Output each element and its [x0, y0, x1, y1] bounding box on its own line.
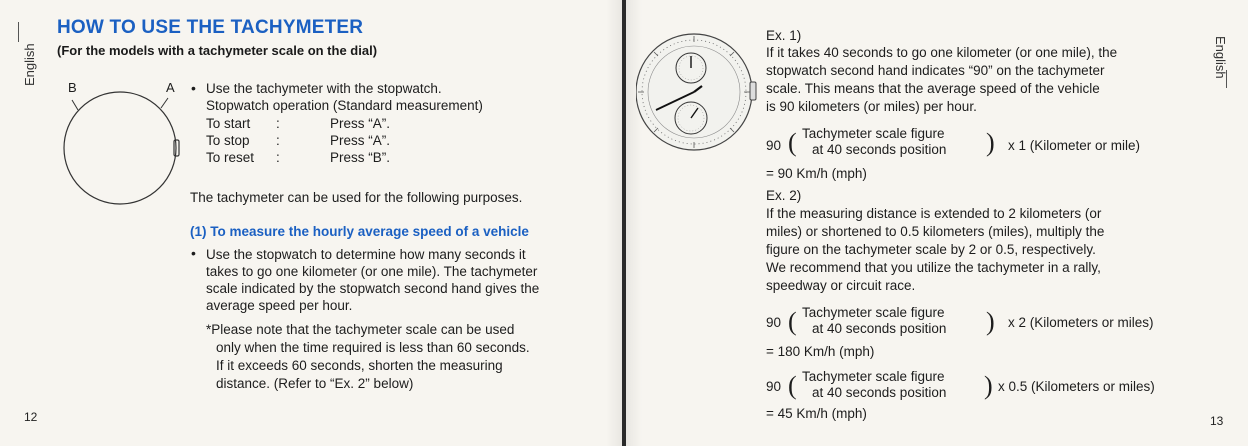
- example-2-heading: Ex. 2): [766, 188, 802, 203]
- example-2-line: figure on the tachymeter scale by 2 or 0.5, respectively.: [766, 242, 1096, 257]
- example-1-heading: Ex. 1): [766, 28, 802, 43]
- section-heading: (1) To measure the hourly average speed of a vehicle: [190, 224, 529, 239]
- operation-label: To start: [206, 116, 251, 131]
- example-1-line: stopwatch second hand indicates “90” on the tachymeter: [766, 63, 1105, 78]
- language-label-left: English: [22, 43, 37, 86]
- language-label-right: English: [1213, 36, 1228, 79]
- gutter-shadow-left: [606, 0, 622, 446]
- note-line: distance. (Refer to “Ex. 2” below): [216, 376, 414, 391]
- language-tab-rule-left: [18, 22, 19, 42]
- formula-value: 90: [766, 138, 782, 153]
- open-paren: (: [788, 307, 797, 336]
- result-2: = 180 Km/h (mph): [766, 344, 875, 359]
- example-2-line: miles) or shortened to 0.5 kilometers (miles), multiply the: [766, 224, 1105, 239]
- close-paren: ): [986, 307, 995, 336]
- note-line: only when the time required is less than 60 seconds.: [216, 340, 530, 355]
- example-1-line: is 90 kilometers (or miles) per hour.: [766, 99, 977, 114]
- operation-action: Press “A”.: [330, 116, 391, 131]
- operation-label: To stop: [206, 133, 250, 148]
- operation-action: Press “B”.: [330, 150, 391, 165]
- bullet-icon: •: [191, 245, 196, 261]
- open-paren: (: [788, 371, 797, 400]
- bullet-icon: •: [191, 80, 196, 96]
- note-line: If it exceeds 60 seconds, shorten the measuring: [216, 358, 503, 373]
- watch-outline-icon: [58, 80, 183, 210]
- paragraph-line: scale indicated by the stopwatch second hand gives the: [206, 281, 540, 296]
- example-1-line: If it takes 40 seconds to go one kilometer (or one mile), the: [766, 45, 1118, 60]
- formula-line-2: at 40 seconds position: [812, 321, 947, 336]
- operation-label: To reset: [206, 150, 255, 165]
- page-subtitle: (For the models with a tachymeter scale on the dial): [57, 43, 378, 58]
- page-number-left: 12: [24, 410, 38, 424]
- stopwatch-heading: Stopwatch operation (Standard measurement): [206, 98, 483, 113]
- formula-line-1: Tachymeter scale figure: [802, 126, 945, 141]
- formula-line-2: at 40 seconds position: [812, 385, 947, 400]
- example-2-line: We recommend that you utilize the tachymeter in a rally,: [766, 260, 1101, 275]
- button-a-label: A: [166, 80, 175, 95]
- page-number-right: 13: [1210, 414, 1224, 428]
- formula-multiplier: x 0.5 (Kilometers or miles): [998, 379, 1155, 394]
- paragraph-line: takes to go one kilometer (or one mile). The tachymeter: [206, 264, 538, 279]
- close-paren: ): [986, 128, 995, 157]
- button-b-label: B: [68, 80, 77, 95]
- formula-line-2: at 40 seconds position: [812, 142, 947, 157]
- purposes-text: The tachymeter can be used for the following purposes.: [190, 190, 523, 205]
- operation-separator: :: [276, 116, 280, 131]
- result-1: = 90 Km/h (mph): [766, 166, 867, 181]
- chronograph-watch-icon: [636, 22, 758, 162]
- paragraph-line: Use the stopwatch to determine how many seconds it: [206, 247, 526, 262]
- close-paren: ): [984, 371, 993, 400]
- operation-action: Press “A”.: [330, 133, 391, 148]
- bullet-text: Use the tachymeter with the stopwatch.: [206, 81, 442, 96]
- note-line: *Please note that the tachymeter scale can be used: [206, 322, 515, 337]
- formula-value: 90: [766, 379, 782, 394]
- example-2-line: If the measuring distance is extended to 2 kilometers (or: [766, 206, 1102, 221]
- formula-line-1: Tachymeter scale figure: [802, 369, 945, 384]
- operation-separator: :: [276, 133, 280, 148]
- example-2-line: speedway or circuit race.: [766, 278, 916, 293]
- result-3: = 45 Km/h (mph): [766, 406, 867, 421]
- page-title: HOW TO USE THE TACHYMETER: [57, 17, 364, 38]
- formula-multiplier: x 2 (Kilometers or miles): [1008, 315, 1154, 330]
- open-paren: (: [788, 128, 797, 157]
- operation-separator: :: [276, 150, 280, 165]
- formula-line-1: Tachymeter scale figure: [802, 305, 945, 320]
- example-1-line: scale. This means that the average speed of the vehicle: [766, 81, 1100, 96]
- formula-value: 90: [766, 315, 782, 330]
- paragraph-line: average speed per hour.: [206, 298, 353, 313]
- formula-multiplier: x 1 (Kilometer or mile): [1008, 138, 1141, 153]
